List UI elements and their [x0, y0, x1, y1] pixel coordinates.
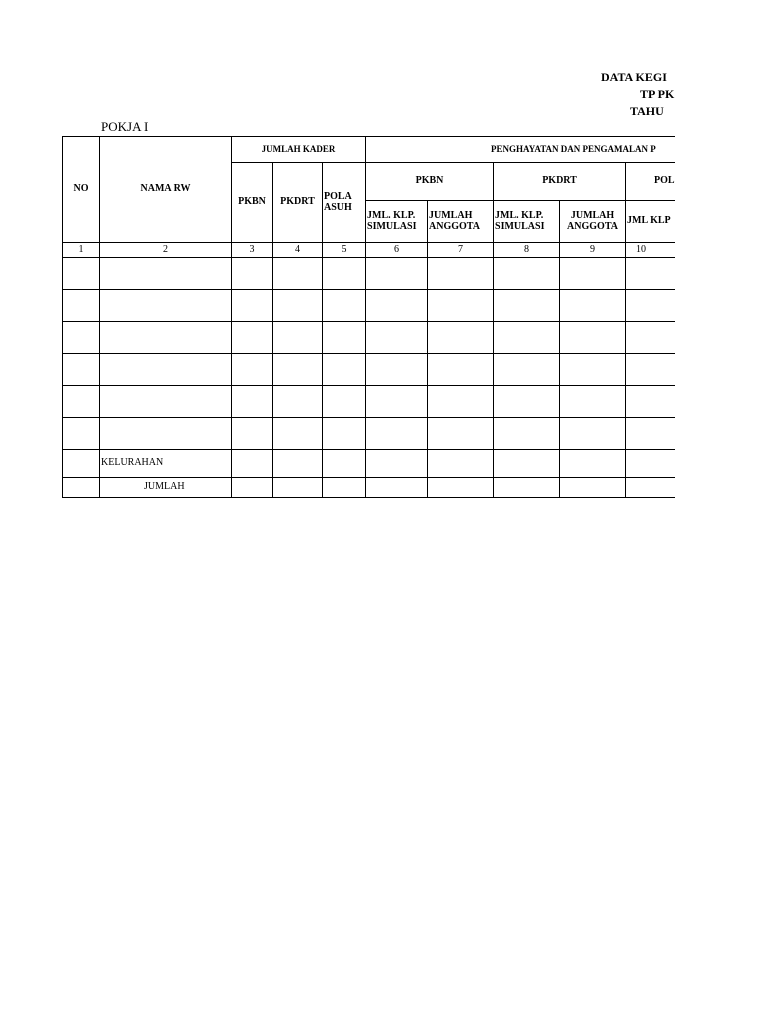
header-kader-pkdrt: PKDRT — [273, 163, 323, 243]
kelurahan-label: KELURAHAN — [100, 450, 232, 478]
header-sub-pola — [626, 163, 675, 201]
table-cell[interactable] — [63, 386, 100, 418]
table-cell[interactable] — [626, 354, 675, 386]
table-cell[interactable] — [273, 478, 323, 498]
column-number: 7 — [428, 243, 494, 258]
table-cell[interactable] — [366, 386, 428, 418]
column-number: 1 — [63, 243, 100, 258]
report-table — [62, 136, 675, 498]
table-row — [63, 418, 676, 450]
table-cell[interactable] — [494, 258, 560, 290]
report-table-viewport[interactable] — [62, 136, 675, 501]
table-cell[interactable] — [560, 450, 626, 478]
table-cell[interactable] — [232, 386, 273, 418]
table-cell[interactable] — [273, 258, 323, 290]
table-cell[interactable] — [63, 418, 100, 450]
table-row — [63, 322, 676, 354]
table-cell[interactable] — [323, 322, 366, 354]
title-line-1: DATA KEGI — [601, 70, 667, 84]
table-cell[interactable] — [366, 418, 428, 450]
table-cell[interactable] — [366, 258, 428, 290]
table-cell[interactable] — [100, 290, 232, 322]
table-cell[interactable] — [560, 418, 626, 450]
section-label: POKJA I — [101, 119, 149, 134]
table-cell[interactable] — [232, 322, 273, 354]
table-cell[interactable] — [100, 354, 232, 386]
table-cell[interactable] — [626, 418, 675, 450]
column-number-row — [63, 243, 676, 258]
header-nama-rw: NAMA RW — [100, 137, 232, 243]
header-pkbn-jml-klp: JML. KLP. SIMULASI — [366, 201, 428, 243]
table-row — [63, 290, 676, 322]
table-cell[interactable] — [63, 354, 100, 386]
table-cell[interactable] — [232, 258, 273, 290]
table-cell[interactable] — [63, 322, 100, 354]
header-sub-pkbn: PKBN — [366, 163, 494, 201]
column-number: 10 — [626, 243, 675, 258]
header-penghayatan — [366, 137, 675, 163]
column-number: 3 — [232, 243, 273, 258]
column-number: 8 — [494, 243, 560, 258]
table-cell[interactable] — [100, 386, 232, 418]
table-cell[interactable] — [428, 258, 494, 290]
table-cell[interactable] — [560, 322, 626, 354]
table-cell[interactable] — [494, 450, 560, 478]
table-cell[interactable] — [323, 354, 366, 386]
table-row — [63, 258, 676, 290]
table-cell[interactable] — [494, 354, 560, 386]
header-kader-pola-asuh: POLA ASUH — [323, 163, 366, 243]
header-no: NO — [63, 137, 100, 243]
column-number: 9 — [560, 243, 626, 258]
table-cell[interactable] — [560, 290, 626, 322]
table-cell[interactable] — [366, 354, 428, 386]
table-cell[interactable] — [323, 450, 366, 478]
table-cell[interactable] — [494, 386, 560, 418]
table-cell[interactable] — [366, 450, 428, 478]
table-cell[interactable] — [366, 290, 428, 322]
table-cell[interactable] — [560, 258, 626, 290]
table-cell[interactable] — [626, 322, 675, 354]
table-cell[interactable] — [232, 450, 273, 478]
table-cell[interactable] — [232, 354, 273, 386]
jumlah-label: JUMLAH — [100, 478, 232, 498]
table-cell[interactable] — [428, 450, 494, 478]
header-kader-pkbn: PKBN — [232, 163, 273, 243]
table-cell[interactable] — [626, 258, 675, 290]
table-cell[interactable] — [273, 290, 323, 322]
table-cell[interactable] — [626, 478, 675, 498]
header-pola-jml-klp: JML KLP — [626, 201, 675, 243]
table-cell[interactable] — [232, 478, 273, 498]
table-cell[interactable] — [366, 322, 428, 354]
table-cell[interactable] — [428, 386, 494, 418]
table-cell[interactable] — [100, 322, 232, 354]
table-cell[interactable] — [494, 418, 560, 450]
table-cell[interactable] — [63, 258, 100, 290]
table-cell[interactable] — [323, 478, 366, 498]
table-row — [63, 354, 676, 386]
table-row-kelurahan — [63, 450, 676, 478]
table-cell[interactable] — [323, 418, 366, 450]
table-cell[interactable] — [63, 290, 100, 322]
table-cell[interactable] — [273, 450, 323, 478]
table-cell[interactable] — [560, 354, 626, 386]
table-cell[interactable] — [428, 354, 494, 386]
table-cell[interactable] — [428, 322, 494, 354]
table-cell[interactable] — [232, 290, 273, 322]
table-cell[interactable] — [428, 290, 494, 322]
table-row — [63, 386, 676, 418]
header-pkbn-jumlah-anggota: JUMLAH ANGGOTA — [428, 201, 494, 243]
title-line-3: TAHU — [630, 104, 664, 118]
table-cell[interactable] — [428, 418, 494, 450]
column-number: 5 — [323, 243, 366, 258]
table-cell[interactable] — [273, 354, 323, 386]
title-line-2: TP PK — [640, 87, 675, 101]
header-penghayatan-text: PENGHAYATAN DAN PENGAMALAN P — [491, 143, 656, 154]
table-cell[interactable] — [273, 322, 323, 354]
table-cell[interactable] — [100, 418, 232, 450]
table-cell[interactable] — [626, 386, 675, 418]
table-cell[interactable] — [323, 386, 366, 418]
table-cell[interactable] — [232, 418, 273, 450]
table-cell[interactable] — [494, 322, 560, 354]
table-cell[interactable] — [63, 450, 100, 478]
table-cell[interactable] — [560, 478, 626, 498]
header-pkdrt-jumlah-anggota: JUMLAH ANGGOTA — [560, 201, 626, 243]
table-cell[interactable] — [560, 386, 626, 418]
table-cell[interactable] — [273, 386, 323, 418]
table-cell[interactable] — [100, 258, 232, 290]
table-cell[interactable] — [323, 258, 366, 290]
header-sub-pkdrt: PKDRT — [494, 163, 626, 201]
column-number: 4 — [273, 243, 323, 258]
header-pkdrt-jml-klp: JML. KLP. SIMULASI — [494, 201, 560, 243]
header-sub-pola-text: POL — [654, 175, 675, 187]
table-row-jumlah — [63, 478, 676, 498]
table-cell[interactable] — [626, 450, 675, 478]
table-cell[interactable] — [494, 290, 560, 322]
header-jumlah-kader: JUMLAH KADER — [232, 137, 366, 163]
table-cell[interactable] — [494, 478, 560, 498]
table-cell[interactable] — [428, 478, 494, 498]
table-cell[interactable] — [366, 478, 428, 498]
table-cell[interactable] — [63, 478, 100, 498]
table-cell[interactable] — [323, 290, 366, 322]
table-cell[interactable] — [626, 290, 675, 322]
column-number: 6 — [366, 243, 428, 258]
table-cell[interactable] — [273, 418, 323, 450]
column-number: 2 — [100, 243, 232, 258]
